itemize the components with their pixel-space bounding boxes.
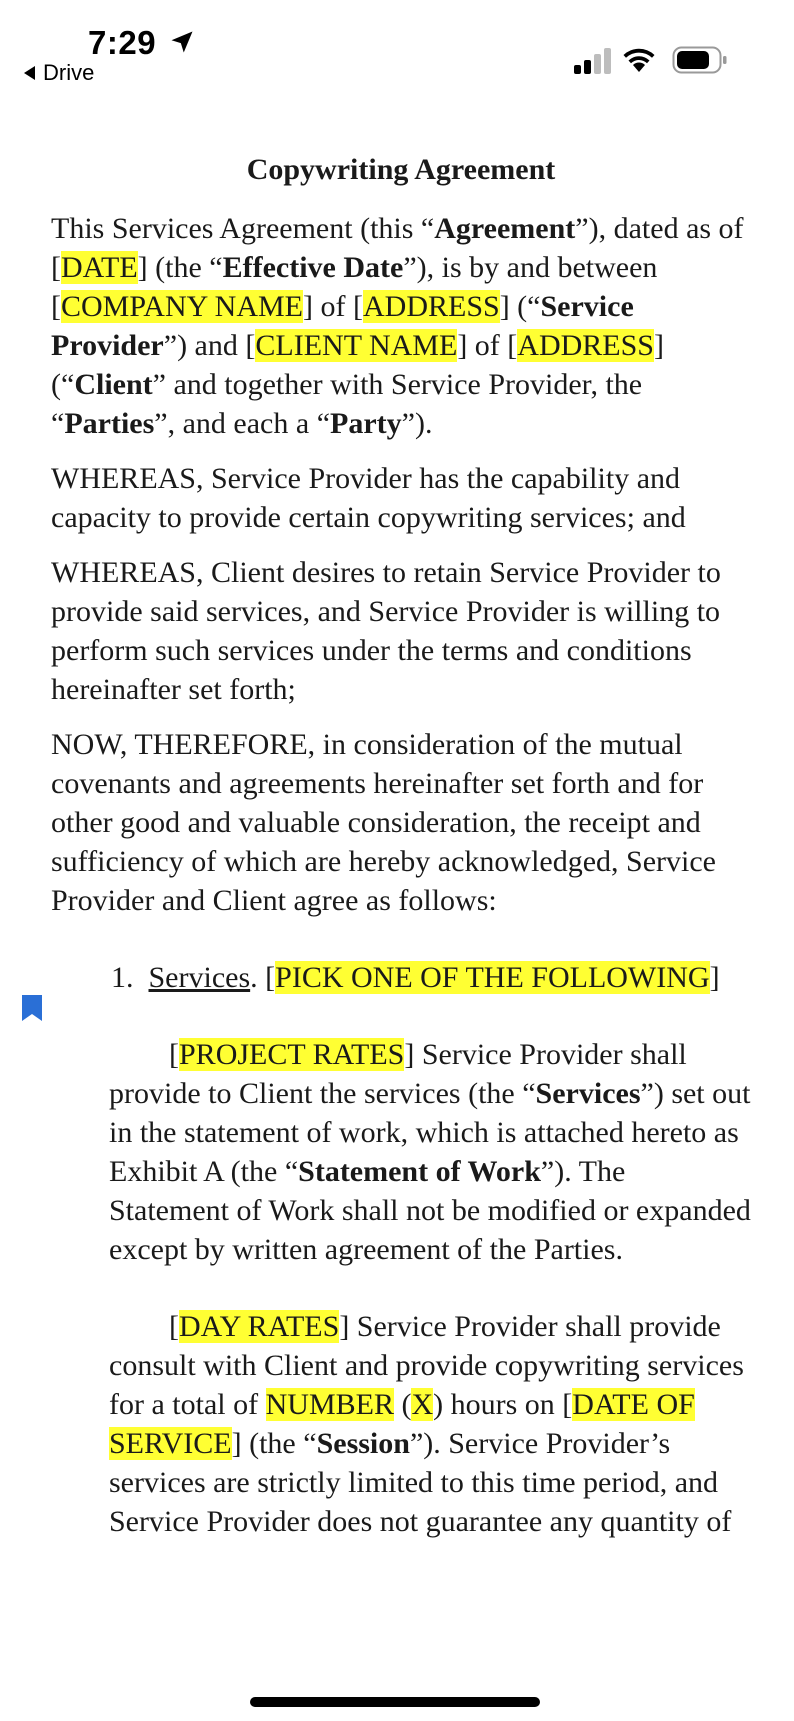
back-label: Drive — [43, 60, 95, 85]
placeholder-date: DATE — [61, 251, 138, 284]
placeholder-x: X — [411, 1388, 434, 1421]
whereas-paragraph-1: WHEREAS, Service Provider has the capability and capacity to provide certain copywriting services; and — [51, 462, 686, 534]
document-body — [51, 150, 751, 1557]
location-arrow-icon — [168, 28, 196, 56]
placeholder-project-rates: PROJECT RATES — [179, 1038, 405, 1071]
section-1-heading: 1. Services. [PICK ONE OF THE FOLLOWING] — [111, 961, 720, 994]
now-therefore-paragraph: NOW, THEREFORE, in consideration of the mutual covenants and agreements hereinafter set forth and for other good and valuable consideration, the receipt and sufficiency of which are hereby acknowledged, Service Provider and Client agree as follows: — [51, 728, 716, 917]
day-rates-paragraph: [DAY RATES] Service Provider shall provide consult with Client and provide copywriting services for a total of NUMBER (X) hours on [DATE OF SERVICE] (the “Session”). Service Provider’s services are strictly limited to this time period, and Service Provider does not guarantee any quantity of — [109, 1310, 744, 1538]
wifi-icon — [622, 46, 656, 74]
placeholder-client-name: CLIENT NAME — [255, 329, 458, 362]
intro-paragraph: This Services Agreement (this “Agreement”), dated as of [DATE] (the “Effective Date”), is by and between [COMPANY NAME] of [ADDRESS] (“Service Provider”) and [CLIENT NAME] of [ADDRESS] (“Client” and together with Service Provider, the “Parties”, and each a “Party”). — [51, 212, 744, 440]
home-indicator[interactable] — [250, 1697, 540, 1707]
placeholder-address: ADDRESS — [362, 290, 500, 323]
clock-time: 7:29 — [88, 24, 157, 61]
project-rates-paragraph: [PROJECT RATES] Service Provider shall provide to Client the services (the “Services”) set out in the statement of work, which is attached hereto as Exhibit A (the “Statement of Work”). The Statement of Work shall not be modified or expanded except by written agreement of the Parties. — [109, 1038, 751, 1266]
placeholder-day-rates: DAY RATES — [179, 1310, 340, 1343]
bookmark-icon[interactable] — [22, 995, 42, 1021]
document-title: Copywriting Agreement — [246, 153, 556, 186]
status-bar — [0, 0, 794, 100]
placeholder-pick-one: PICK ONE OF THE FOLLOWING — [275, 961, 710, 994]
back-triangle-icon — [24, 66, 35, 80]
cellular-signal-icon — [572, 48, 612, 74]
placeholder-number: NUMBER — [265, 1388, 394, 1421]
section-title: Services — [148, 961, 251, 994]
whereas-paragraph-2: WHEREAS, Client desires to retain Service Provider to provide said services, and Service Provider is willing to perform such services under the terms and conditions hereinafter set forth; — [51, 556, 721, 706]
placeholder-client-address: ADDRESS — [517, 329, 654, 362]
battery-icon — [672, 46, 728, 74]
placeholder-company-name: COMPANY NAME — [61, 290, 303, 323]
placeholder-date-of-service: DATE OF SERVICE — [109, 1388, 695, 1460]
back-to-drive-button[interactable] — [24, 60, 94, 86]
